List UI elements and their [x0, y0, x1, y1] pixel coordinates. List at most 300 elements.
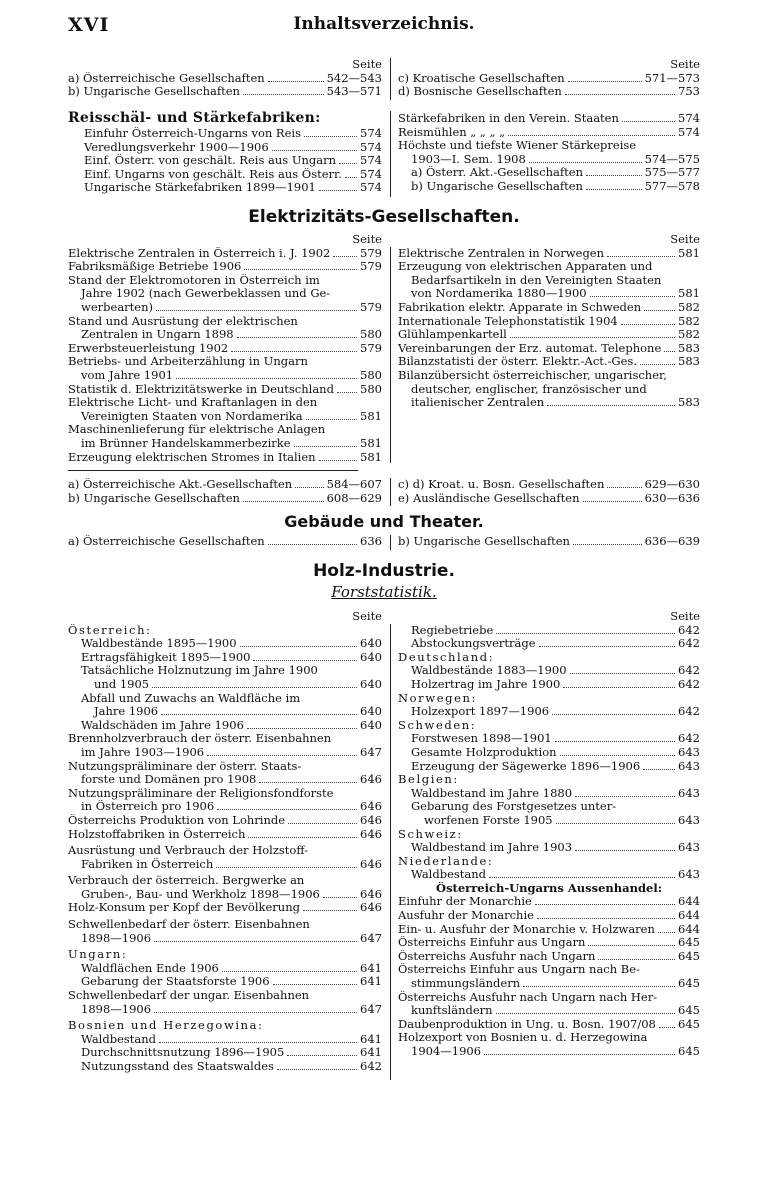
- entry-page: 646: [360, 826, 382, 841]
- seite-label: Seite: [670, 610, 700, 623]
- index-entry: [68, 901, 382, 915]
- entry-text: stimmungsländern: [411, 977, 521, 991]
- entry-text: Elektrische Zentralen in Norwegen: [398, 246, 605, 260]
- entry-text: vom Jahre 1901: [81, 368, 174, 382]
- index-entry: [398, 153, 700, 167]
- index-entry: [398, 828, 700, 842]
- index-entry: [398, 664, 700, 678]
- entry-text: Ein- u. Ausfuhr der Monarchie v. Holzwaren: [398, 922, 655, 936]
- entry-text: Österreichs Einfuhr aus Ungarn nach Be-: [398, 963, 640, 977]
- entry-text: Maschinenlieferung für elektrische Anlagen: [68, 423, 326, 437]
- index-entry: [398, 1004, 700, 1018]
- index-entry: [68, 437, 382, 451]
- index-entry: [398, 126, 700, 140]
- index-entry: [68, 975, 382, 989]
- entry-text: Österreichs Ausfuhr nach Ungarn nach Her-: [398, 990, 658, 1004]
- index-entry: [68, 948, 382, 962]
- index-entry: [68, 383, 382, 397]
- index-entry: [398, 624, 700, 638]
- entry-text: Einfuhr der Monarchie: [398, 895, 532, 909]
- entry-page: 640: [360, 636, 382, 651]
- entry-page: 645: [678, 1016, 700, 1031]
- entry-text: Fabriken in Österreich: [81, 857, 214, 871]
- entry-text: Tatsächliche Holznutzung im Jahre 1900: [81, 664, 318, 678]
- section-subtitle-forst: Forststatistik.: [331, 583, 437, 601]
- entry-text: Deutschland:: [398, 650, 495, 664]
- entry-text: b) Ungarische Gesellschaften: [398, 535, 570, 548]
- index-entry: [68, 773, 382, 787]
- index-entry: [68, 287, 382, 301]
- seite-label: Seite: [352, 610, 382, 623]
- entry-page: 636: [360, 534, 382, 548]
- entry-text: im Jahre 1903—1906: [81, 745, 205, 759]
- entry-page: 583: [678, 395, 700, 410]
- index-entry: [68, 932, 382, 946]
- entry-text: im Brünner Handelskammerbezirke: [81, 436, 291, 450]
- index-entry: [68, 85, 382, 99]
- index-entry: [398, 247, 700, 261]
- entry-text: Stand der Elektromotoren in Österreich im: [68, 273, 320, 287]
- entry-page: 574: [360, 139, 382, 154]
- index-entry: [398, 166, 700, 180]
- entry-page: 645: [678, 1003, 700, 1018]
- entry-text: Ungarische Stärkefabriken 1899—1901: [84, 181, 316, 195]
- entry-page: 574—575: [644, 151, 700, 166]
- entry-page: 580: [360, 327, 382, 342]
- entry-text: a) Österreichische Akt.-Gesellschaften: [68, 478, 293, 491]
- index-entry: [68, 651, 382, 665]
- entry-text: Nutzungspräliminare der österr. Staats-: [68, 759, 302, 773]
- entry-text: Österreich:: [68, 623, 152, 637]
- entry-page: 574: [360, 153, 382, 168]
- index-entry: [68, 535, 382, 549]
- index-entry: [68, 814, 382, 828]
- index-entry: [68, 844, 382, 858]
- entry-text: c) d) Kroat. u. Bosn. Gesellschaften: [398, 478, 605, 491]
- entry-text: Österreichs Einfuhr aus Ungarn: [398, 936, 586, 950]
- index-entry: [68, 719, 382, 733]
- index-entry: [68, 369, 382, 383]
- index-entry: [398, 492, 700, 506]
- entry-text: und 1905: [94, 677, 150, 691]
- entry-page: 641: [360, 960, 382, 975]
- entry-text: Vereinigten Staaten von Nordamerika: [81, 409, 303, 423]
- entry-text: Fabriksmäßige Betriebe 1906: [68, 260, 242, 274]
- index-entry: [398, 773, 700, 787]
- index-entry: [68, 874, 382, 888]
- index-entry: [398, 800, 700, 814]
- index-entry: [68, 342, 382, 356]
- entry-page: 641: [360, 1031, 382, 1046]
- index-entry: [398, 963, 700, 977]
- entry-page: 642: [360, 1059, 382, 1073]
- entry-page: 579: [360, 259, 382, 274]
- entry-text: Holzexport 1897—1906: [411, 705, 550, 719]
- index-entry: [68, 664, 382, 678]
- entry-text: a) Österreichische Gesellschaften: [68, 535, 265, 548]
- index-entry: [68, 355, 382, 369]
- index-entry: [68, 918, 382, 932]
- index-entry: [68, 800, 382, 814]
- entry-text: Glühlampenkartell: [398, 328, 507, 342]
- index-entry: [398, 85, 700, 99]
- entry-text: von Nordamerika 1880—1900: [411, 287, 587, 301]
- index-entry: [68, 962, 382, 976]
- entry-page: 647: [360, 744, 382, 759]
- entry-text: Gebarung der Staatsforste 1906: [81, 975, 270, 989]
- entry-page: 642: [678, 676, 700, 691]
- entry-page: 641: [360, 1045, 382, 1060]
- entry-page: 646: [360, 772, 382, 787]
- section-title-elektro: Elektrizitäts-Gesellschaften.: [248, 207, 520, 227]
- index-entry: [398, 678, 700, 692]
- entry-page: 642: [678, 636, 700, 651]
- index-entry: [84, 181, 382, 195]
- entry-text: Niederlande:: [398, 854, 494, 868]
- block-top-companies: [68, 58, 700, 102]
- entry-page: 574: [360, 166, 382, 181]
- entry-page: 640: [360, 717, 382, 732]
- index-entry: [84, 154, 382, 168]
- index-entry: [398, 180, 700, 194]
- index-entry: [68, 396, 382, 410]
- index-entry: [68, 705, 382, 719]
- entry-text: Holz-Konsum per Kopf der Bevölkerung: [68, 901, 300, 915]
- index-entry: [398, 478, 700, 492]
- entry-text: Erzeugung der Sägewerke 1896—1906: [411, 759, 641, 773]
- index-entry: [68, 858, 382, 872]
- entry-page: 644: [678, 894, 700, 909]
- entry-text: Schwellenbedarf der ungar. Eisenbahnen: [68, 989, 310, 1003]
- entry-page: 647: [360, 1001, 382, 1016]
- entry-page: 579: [360, 299, 382, 314]
- entry-page: 575—577: [644, 165, 700, 180]
- entry-page: 581: [360, 435, 382, 450]
- index-entry: [68, 260, 382, 274]
- index-entry: [398, 923, 700, 937]
- entry-text: Vereinbarungen der Erz. automat. Telephone: [398, 341, 662, 355]
- entry-page: 643: [678, 867, 700, 882]
- index-entry: [398, 328, 700, 342]
- entry-page: 580: [360, 381, 382, 396]
- entry-text: Einf. Ungarns von geschält. Reis aus Österr.: [84, 167, 342, 181]
- index-entry: [398, 396, 700, 410]
- index-entry: [398, 882, 700, 896]
- entry-page: 645: [678, 976, 700, 991]
- entry-text: Forstwesen 1898—1901: [411, 732, 552, 746]
- index-entry: [68, 72, 382, 86]
- section-gebaeude: [68, 535, 700, 551]
- entry-text: Holzertrag im Jahre 1900: [411, 677, 561, 691]
- index-entry: [398, 139, 700, 153]
- entry-page: 608—629: [326, 490, 382, 505]
- index-entry: [68, 888, 382, 902]
- entry-page: 640: [360, 649, 382, 664]
- entry-text: 1898—1906: [81, 931, 152, 945]
- entry-text: Waldbestand: [411, 868, 487, 882]
- index-entry: [68, 301, 382, 315]
- entry-text: Höchste und tiefste Wiener Stärkepreise: [398, 139, 637, 153]
- entry-page: 574: [360, 180, 382, 195]
- entry-page: 581: [360, 408, 382, 423]
- entry-text: Waldbestand im Jahre 1903: [411, 841, 573, 855]
- index-entry: [398, 841, 700, 855]
- index-entry: [398, 637, 700, 651]
- index-entry: [68, 478, 382, 492]
- entry-text: Elektrische Licht- und Kraftanlagen in den: [68, 396, 318, 410]
- entry-page: 583: [678, 340, 700, 355]
- page-title: Inhaltsverzeichnis.: [293, 14, 475, 34]
- entry-page: 641: [360, 974, 382, 989]
- index-entry: [68, 328, 382, 342]
- index-entry: [398, 535, 700, 549]
- entry-page: 644: [678, 908, 700, 923]
- section-title-reis: Reisschäl- und Stärkefabriken:: [68, 110, 321, 126]
- entry-page: 753: [678, 84, 700, 99]
- entry-text: forste und Domänen pro 1908: [81, 773, 257, 787]
- entry-text: Statistik d. Elektrizitätswerke in Deutschland: [68, 382, 334, 396]
- index-entry: [84, 141, 382, 155]
- index-entry: [68, 492, 382, 506]
- entry-text: Erzeugung von elektrischen Apparaten und: [398, 260, 653, 274]
- entry-text: Belgien:: [398, 773, 459, 787]
- section-title-holz: Holz-Industrie.: [313, 561, 455, 581]
- index-entry: [398, 909, 700, 923]
- index-entry: [398, 719, 700, 733]
- index-entry: [68, 1060, 382, 1074]
- entry-text: Jahre 1902 (nach Gewerbeklassen und Ge-: [81, 287, 331, 301]
- entry-text: Durchschnittsnutzung 1896—1905: [81, 1046, 285, 1060]
- entry-page: 646: [360, 856, 382, 871]
- entry-text: Waldbestände 1895—1900: [81, 637, 237, 651]
- index-entry: [398, 260, 700, 274]
- entry-text: Elektrische Zentralen in Österreich i. J. 1902: [68, 246, 331, 260]
- entry-text: Waldschäden im Jahre 1906: [81, 718, 244, 732]
- entry-page: 579: [360, 245, 382, 260]
- entry-text: Nutzungspräliminare der Religionsfondforste: [68, 786, 334, 800]
- index-entry: [68, 1046, 382, 1060]
- entry-page: 581: [678, 286, 700, 301]
- index-entry: [398, 274, 700, 288]
- entry-text: Österreichs Ausfuhr nach Ungarn: [398, 949, 596, 963]
- index-entry: [398, 787, 700, 801]
- entry-text: Nutzungsstand des Staatswaldes: [81, 1060, 274, 1073]
- entry-page: 642: [678, 731, 700, 746]
- entry-page: 645: [678, 948, 700, 963]
- entry-text: Jahre 1906: [94, 705, 159, 719]
- entry-text: Regiebetriebe: [411, 623, 494, 637]
- index-entry: [68, 732, 382, 746]
- index-entry: [398, 315, 700, 329]
- index-entry: [398, 895, 700, 909]
- index-entry: [84, 127, 382, 141]
- entry-page: 584—607: [326, 477, 382, 491]
- entry-page: 580: [360, 367, 382, 382]
- entry-text: Erwerbsteuerleistung 1902: [68, 341, 229, 355]
- entry-page: 646: [360, 799, 382, 814]
- entry-page: 629—630: [644, 477, 700, 491]
- entry-text: Einf. Österr. von geschält. Reis aus Ungarn: [84, 154, 337, 168]
- entry-text: c) Kroatische Gesellschaften: [398, 71, 565, 85]
- entry-page: 583: [678, 354, 700, 369]
- index-entry: [398, 977, 700, 991]
- entry-text: Fabrikation elektr. Apparate in Schweden: [398, 300, 642, 314]
- entry-page: 542—543: [326, 70, 382, 85]
- index-entry: [398, 705, 700, 719]
- entry-text: Schweiz:: [398, 827, 463, 841]
- entry-page: 577—578: [644, 178, 700, 193]
- index-entry: [68, 989, 382, 1003]
- entry-text: 1904—1906: [411, 1045, 482, 1058]
- entry-text: b) Ungarische Gesellschaften: [411, 179, 583, 193]
- entry-text: Gebarung des Forstgesetzes unter-: [411, 800, 617, 814]
- index-entry: [68, 624, 382, 638]
- entry-text: Ungarn:: [68, 948, 128, 962]
- index-entry: [84, 168, 382, 182]
- entry-page: 645: [678, 1044, 700, 1058]
- entry-page: 574: [360, 126, 382, 140]
- index-entry: [68, 678, 382, 692]
- index-entry: [68, 451, 382, 465]
- index-entry: [398, 991, 700, 1005]
- index-entry: [68, 423, 382, 437]
- entry-text: Ausrüstung und Verbrauch der Holzstoff-: [68, 844, 308, 858]
- entry-text: Waldflächen Ende 1906: [81, 961, 219, 975]
- index-entry: [398, 936, 700, 950]
- index-entry: [68, 637, 382, 651]
- index-entry: [398, 855, 700, 869]
- entry-text: Zentralen in Ungarn 1898: [81, 328, 234, 342]
- index-entry: [68, 787, 382, 801]
- entry-page: 640: [360, 676, 382, 691]
- index-entry: [68, 760, 382, 774]
- index-entry: [398, 732, 700, 746]
- index-entry: [68, 692, 382, 706]
- index-entry: [68, 247, 382, 261]
- entry-page: 642: [678, 704, 700, 719]
- entry-page: 579: [360, 340, 382, 355]
- index-entry: [68, 410, 382, 424]
- index-entry: [398, 1031, 700, 1045]
- page-number: XVI: [68, 14, 110, 36]
- entry-text: Bilanzstatisti der österr. Elektr.-Act.-Ges.: [398, 355, 637, 369]
- entry-page: 642: [678, 622, 700, 637]
- entry-text: Bilanzübersicht österreichischer, ungarischer,: [398, 368, 667, 382]
- seite-label: Seite: [352, 58, 382, 71]
- index-entry: [68, 1019, 382, 1033]
- entry-text: Ausfuhr der Monarchie: [398, 909, 534, 923]
- entry-page: 646: [360, 812, 382, 827]
- entry-page: 642: [678, 663, 700, 678]
- entry-text: Stärkefabriken in den Verein. Staaten: [398, 112, 619, 125]
- index-entry: [398, 383, 700, 397]
- entry-page: 574: [678, 111, 700, 125]
- entry-page: 645: [678, 935, 700, 950]
- entry-page: 640: [360, 704, 382, 719]
- seite-label: Seite: [670, 58, 700, 71]
- index-entry: [398, 746, 700, 760]
- entry-page: 646: [360, 900, 382, 915]
- section-title-gebaeude: Gebäude und Theater.: [284, 512, 484, 531]
- entry-text: Einfuhr Österreich-Ungarns von Reis: [84, 127, 301, 140]
- entry-page: 644: [678, 921, 700, 936]
- index-entry: [398, 72, 700, 86]
- entry-text: Bedarfsartikeln in den Vereinigten Staaten: [411, 273, 662, 287]
- entry-page: 582: [678, 313, 700, 328]
- entry-page: 647: [360, 930, 382, 945]
- entry-text: Waldbestände 1883—1900: [411, 664, 567, 678]
- index-entry: [398, 1018, 700, 1032]
- index-entry: [398, 814, 700, 828]
- entry-text: worfenen Forste 1905: [424, 813, 553, 827]
- index-entry: [398, 301, 700, 315]
- entry-text: Waldbestand: [81, 1032, 157, 1046]
- entry-text: kunftsländern: [411, 1004, 493, 1018]
- entry-text: b) Ungarische Gesellschaften: [68, 85, 240, 99]
- entry-text: Betriebs- und Arbeiterzählung in Ungarn: [68, 355, 308, 369]
- index-entry: [398, 287, 700, 301]
- entry-text: Bosnien und Herzegowina:: [68, 1019, 264, 1033]
- entry-text: Brennholzverbrauch der österr. Eisenbahnen: [68, 732, 332, 746]
- index-entry: [398, 950, 700, 964]
- entry-page: 630—636: [644, 490, 700, 505]
- entry-text: a) Österreichische Gesellschaften: [68, 71, 265, 85]
- entry-text: 1898—1906: [81, 1002, 152, 1016]
- entry-page: 643: [678, 812, 700, 827]
- entry-text: Veredlungsverkehr 1900—1906: [84, 140, 269, 154]
- index-entry: [68, 274, 382, 288]
- section-reis: [68, 109, 700, 199]
- page-header: [68, 14, 700, 40]
- entry-text: Waldbestand im Jahre 1880: [411, 786, 573, 800]
- entry-text: Reismühlen „ „ „ „: [398, 125, 506, 139]
- index-entry: [398, 369, 700, 383]
- entry-text: in Österreich pro 1906: [81, 800, 215, 814]
- index-entry: [68, 315, 382, 329]
- index-entry: [398, 868, 700, 882]
- entry-page: 582: [678, 299, 700, 314]
- index-entry: [68, 1033, 382, 1047]
- index-entry: [398, 342, 700, 356]
- index-entry: [398, 1045, 700, 1059]
- index-entry: [68, 746, 382, 760]
- entry-text: italienischer Zentralen: [411, 396, 545, 410]
- entry-page: 643: [678, 840, 700, 855]
- entry-page: 571—573: [644, 70, 700, 85]
- entry-text: Daubenproduktion in Ung. u. Bosn. 1907/08: [398, 1017, 656, 1031]
- entry-text: Abstockungsverträge: [411, 637, 536, 651]
- entry-page: 643: [678, 785, 700, 800]
- seite-label: Seite: [352, 233, 382, 246]
- entry-text: Internationale Telephonstatistik 1904: [398, 314, 618, 328]
- entry-page: 582: [678, 327, 700, 342]
- index-entry: [398, 112, 700, 126]
- block-elektro-companies: [68, 478, 700, 508]
- entry-text: Erzeugung elektrischen Stromes in Italien: [68, 450, 316, 464]
- entry-text: 1903—I. Sem. 1908: [411, 152, 526, 166]
- entry-text: Holzexport von Bosnien u. d. Herzegowina: [398, 1031, 648, 1045]
- entry-text: Stand und Ausrüstung der elektrischen: [68, 314, 298, 328]
- index-entry: [68, 828, 382, 842]
- entry-text: Gruben-, Bau- und Werkholz 1898—1906: [81, 887, 320, 901]
- entry-text: Verbrauch der österreich. Bergwerke an: [68, 874, 305, 888]
- entry-text: werbearten): [81, 300, 153, 314]
- entry-text: Österreich-Ungarns Aussenhandel:: [436, 881, 662, 895]
- entry-text: a) Österr. Akt.-Gesellschaften: [411, 166, 583, 180]
- index-entry: [68, 1003, 382, 1017]
- entry-text: d) Bosnische Gesellschaften: [398, 85, 562, 99]
- seite-label: Seite: [670, 233, 700, 246]
